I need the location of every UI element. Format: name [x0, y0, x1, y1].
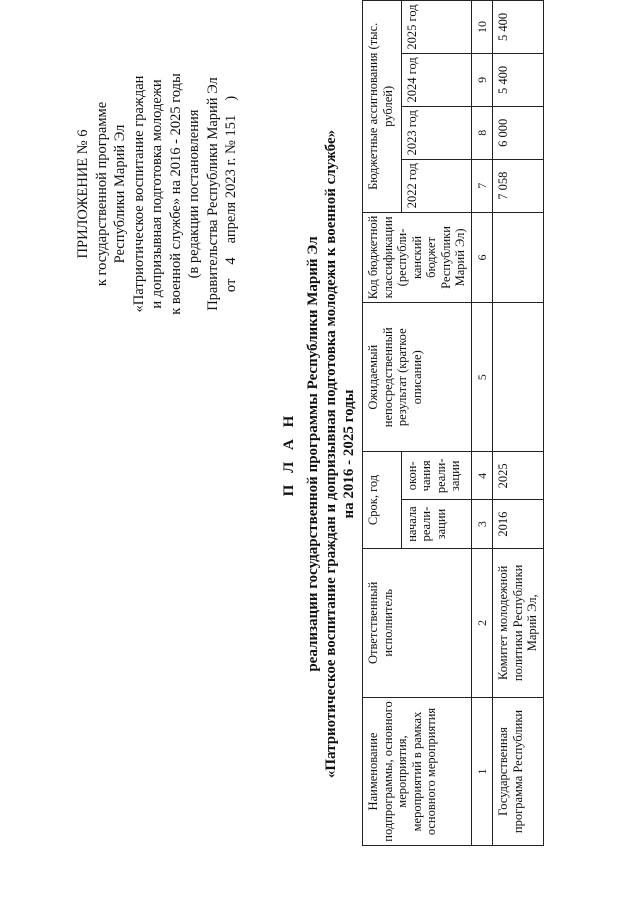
title-line-1: реализации государственной программы Республики Марий Эл [305, 236, 321, 672]
plan-heading: П Л А Н [281, 411, 297, 497]
appendix-line: и допризывная подготовка молодежи [149, 79, 165, 309]
header-term: Срок, год [363, 452, 402, 548]
row-start: 2016 [493, 500, 544, 548]
column-number: 9 [471, 53, 493, 106]
row-code [493, 212, 544, 303]
appendix-block [74, 44, 241, 344]
header-start: начала реали-зации [401, 500, 471, 548]
row-executor: Комитет молодежной политики Республики Марий Эл, [493, 548, 544, 697]
sig-day: 4 [223, 257, 239, 265]
header-year: 2022 год [401, 159, 471, 212]
header-year: 2023 год [401, 106, 471, 159]
column-number: 5 [471, 303, 493, 452]
header-year: 2024 год [401, 53, 471, 106]
title-line-2: «Патриотическое воспитание граждан и допризывная подготовка молодежи к военной службе» [323, 129, 339, 779]
header-executor: Ответственный исполнитель [363, 548, 472, 697]
row-2025: 5 400 [493, 1, 544, 54]
row-2023: 6 000 [493, 106, 544, 159]
column-number: 1 [471, 698, 493, 846]
plan-table [362, 0, 544, 846]
appendix-line: Правительства Республики Марий Эл [204, 77, 221, 311]
appendix-line: «Патриотическое воспитание граждан [130, 75, 147, 313]
table-row [493, 1, 544, 846]
column-number: 4 [471, 452, 493, 500]
signature-line [222, 44, 241, 344]
column-number: 3 [471, 500, 493, 548]
header-budget: Бюджетные ассигнования (тыс. рублей) [363, 1, 402, 213]
header-code: Код бюджетной классификации (республи-канский бюджет Республики Марий Эл) [363, 212, 472, 303]
header-name: Наименование подпрограммы, основного мероприятия, мероприятий в рамках основного мероприятия [363, 698, 472, 846]
header-end: окон-чания реали-зации [401, 452, 471, 500]
title-block [280, 124, 358, 784]
row-name: Государственная программа Республики [493, 698, 544, 846]
sig-rest: апреля 2023 г. № 151 [223, 114, 239, 244]
column-number: 10 [471, 1, 493, 54]
appendix-line: ПРИЛОЖЕНИЕ № 6 [75, 129, 91, 259]
header-year: 2025 год [401, 1, 471, 54]
row-end: 2025 [493, 452, 544, 500]
sig-close: ) [223, 95, 239, 101]
appendix-line: к военной службе» на 2016 - 2025 годы [167, 73, 184, 315]
row-2022: 7 058 [493, 159, 544, 212]
column-number: 6 [471, 212, 493, 303]
column-number: 7 [471, 159, 493, 212]
title-line-3: на 2016 - 2025 годы [341, 389, 357, 519]
row-2024: 5 400 [493, 53, 544, 106]
appendix-line: (в редакции постановления [186, 109, 202, 279]
row-result [493, 303, 544, 452]
appendix-line: Республики Марий Эл [112, 124, 128, 264]
header-result: Ожидаемый непосредственный результат (краткое описание) [363, 303, 472, 452]
column-number: 2 [471, 548, 493, 697]
appendix-line: к государственной программе [93, 101, 110, 287]
sig-prefix: от [223, 278, 239, 293]
column-number: 8 [471, 106, 493, 159]
